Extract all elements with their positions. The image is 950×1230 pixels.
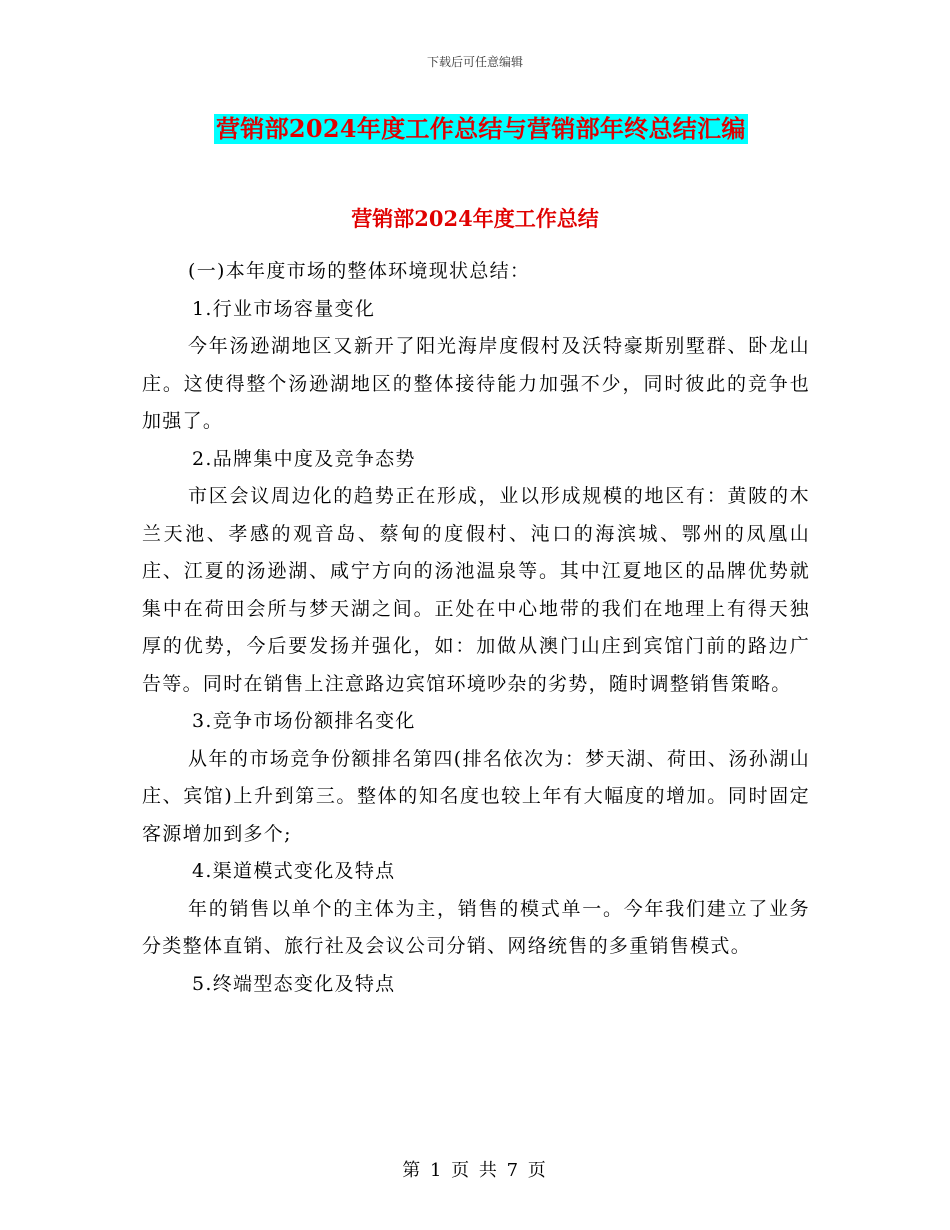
subheading: 3.竞争市场份额排名变化 (192, 710, 416, 732)
subheading: 2.品牌集中度及竞争态势 (192, 447, 416, 470)
header-note: 下载后可任意编辑 (426, 55, 523, 69)
paragraph: 从年的市场竞争份额排名第四(排名依次为：梦天湖、荷田、汤孙湖山庄、宾馆)上升到第三。整体的知名度也较上年有大幅度的增加。同时固定客源增加到多个; (142, 747, 810, 845)
subheading: 1.行业市场容量变化 (192, 297, 376, 320)
document-body (142, 253, 810, 1003)
section-title: 营销部2024年度工作总结 (351, 206, 599, 231)
subheading: 5.终端型态变化及特点 (192, 972, 396, 995)
subheading: 4.渠道模式变化及特点 (192, 860, 396, 882)
main-title: 营销部2024年度工作总结与营销部年终总结汇编 (216, 114, 746, 143)
page-number: 第 1 页 共 7 页 (402, 1160, 548, 1181)
paragraph: 市区会议周边化的趋势正在形成，业以形成规模的地区有：黄陂的木兰天池、孝感的观音岛、蔡甸的度假村、沌口的海滨城、鄂州的凤凰山庄、江夏的汤逊湖、咸宁方向的汤池温泉等。其中江夏地区的品牌优势就集中在荷田会所与梦天湖之间。正处在中心地带的我们在地理上有得天独厚的优势，今后要发扬并强化，如：加做从澳门山庄到宾馆门前的路边广告等。同时在销售上注意路边宾馆环境吵杂的劣势，随时调整销售策略。 (142, 485, 810, 695)
paragraph: 今年汤逊湖地区又新开了阳光海岸度假村及沃特豪斯别墅群、卧龙山庄。这使得整个汤逊湖地区的整体接待能力加强不少，同时彼此的竞争也加强了。 (142, 335, 810, 432)
section-heading: (一)本年度市场的整体环境现状总结： (188, 260, 531, 282)
paragraph: 年的销售以单个的主体为主，销售的模式单一。今年我们建立了业务分类整体直销、旅行社及会议公司分销、网络统售的多重销售模式。 (142, 897, 810, 957)
